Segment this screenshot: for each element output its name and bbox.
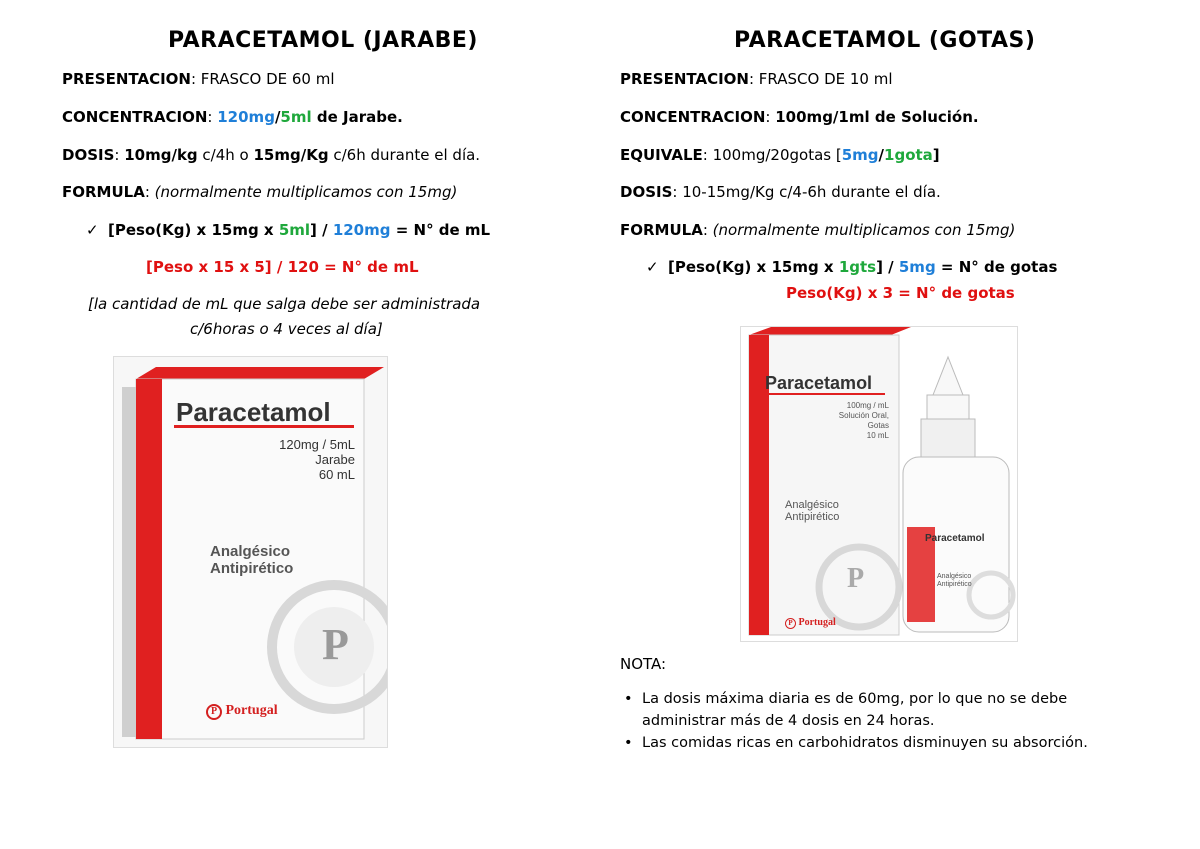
- gotas-formula-2: Peso(Kg) x 3 = N° de gotas: [786, 284, 1015, 302]
- jarabe-box-volume: 60 mL: [318, 467, 355, 482]
- jarabe-formula-1: ✓ [Peso(Kg) x 15mg x 5ml] / 120mg = N° de mL: [86, 221, 491, 239]
- jarabe-logo-letter: P: [322, 620, 349, 669]
- checkmark-icon: ✓: [86, 221, 99, 239]
- gotas-product-image: [740, 326, 1018, 642]
- jarabe-formula: FORMULA: (normalmente multiplicamos con 15mg): [62, 183, 458, 201]
- jarabe-note-1: [la cantidad de mL que salga debe ser administrada: [88, 295, 481, 313]
- jarabe-formula-2: [Peso x 15 x 5] / 120 = N° de mL: [146, 258, 419, 276]
- gotas-logo-letter: P: [847, 563, 865, 594]
- gotas-bottle-uses: Analgésico Antipirético: [937, 573, 972, 588]
- gotas-box-uses: Analgésico Antipirético: [785, 499, 840, 523]
- gotas-formula: FORMULA: (normalmente multiplicamos con 15mg): [620, 221, 1016, 239]
- presentacion-value: FRASCO DE 60 ml: [200, 70, 335, 88]
- jarabe-box-brand: Paracetamol: [176, 397, 331, 427]
- nota-item: • La dosis máxima diaria es de 60mg, por lo que no se debe: [618, 688, 1138, 710]
- jarabe-product-image: [113, 356, 388, 748]
- jarabe-dosis: DOSIS: 10mg/kg c/4h o 15mg/Kg c/6h durante el día.: [62, 146, 481, 164]
- formula-value: (normalmente multiplicamos con 15mg): [154, 183, 458, 201]
- nota-list: [618, 688, 1138, 754]
- gotas-box-dose-block: 100mg / mL Solución Oral, Gotas 10 mL: [838, 401, 889, 440]
- gotas-box-maker: P Portugal: [785, 617, 836, 629]
- jarabe-box-maker: P Portugal: [206, 703, 278, 720]
- gotas-presentacion: PRESENTACION: FRASCO DE 10 ml: [620, 70, 893, 88]
- dosis-label: DOSIS: [62, 146, 115, 164]
- gotas-formula-1: ✓ [Peso(Kg) x 15mg x 1gts] / 5mg = N° de gotas: [646, 258, 1058, 276]
- gotas-equivale: EQUIVALE: 100mg/20gotas [5mg/1gota]: [620, 146, 940, 164]
- gotas-bottle-brand: Paracetamol: [925, 533, 985, 544]
- jarabe-box-form: Jarabe: [315, 452, 355, 467]
- checkmark-icon: ✓: [646, 258, 659, 276]
- gotas-concentracion: CONCENTRACION: 100mg/1ml de Solución.: [620, 108, 979, 126]
- gotas-box-brand: Paracetamol: [765, 373, 873, 393]
- jarabe-presentacion: PRESENTACION: FRASCO DE 60 ml: [62, 70, 335, 88]
- gotas-title: PARACETAMOL (GOTAS): [734, 28, 1036, 53]
- jarabe-title: PARACETAMOL (JARABE): [168, 28, 478, 53]
- jarabe-box-dose: 120mg / 5mL: [279, 437, 355, 452]
- nota-title: NOTA:: [620, 655, 667, 673]
- portugal-logo-icon: P: [785, 618, 796, 629]
- nota-item: • Las comidas ricas en carbohidratos disminuyen su absorción.: [618, 732, 1138, 754]
- jarabe-box-dose-block: [279, 437, 355, 482]
- conc-ml: 5ml: [280, 108, 312, 126]
- presentacion-label: PRESENTACION: [62, 70, 191, 88]
- jarabe-box-uses: Analgésico Antipirético: [210, 543, 294, 577]
- nota-item-continuation: administrar más de 4 dosis en 24 horas.: [642, 713, 935, 729]
- portugal-logo-icon: P: [206, 704, 222, 720]
- formula-label: FORMULA: [62, 183, 145, 201]
- jarabe-concentracion: CONCENTRACION: 120mg/5ml de Jarabe.: [62, 108, 403, 126]
- gotas-dosis: DOSIS: 10-15mg/Kg c/4-6h durante el día.: [620, 183, 941, 201]
- concentracion-label: CONCENTRACION: [62, 108, 208, 126]
- conc-mg: 120mg: [217, 108, 275, 126]
- jarabe-note-2: c/6horas o 4 veces al día]: [190, 320, 383, 338]
